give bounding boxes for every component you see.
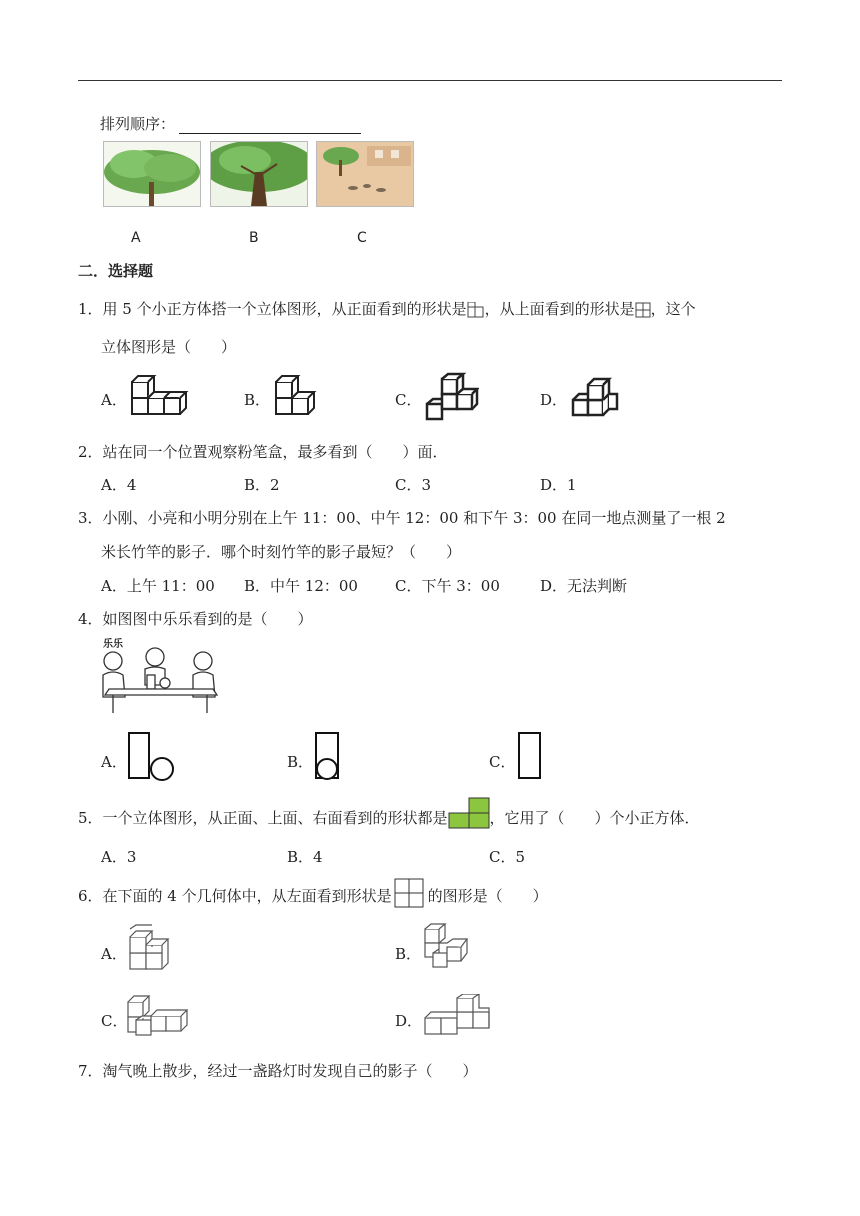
question-1-line-2: 立体图形是（ ） [101,338,237,356]
picture-a-caption: A [131,230,141,246]
q1-option-c[interactable] [395,389,421,410]
q4-option-a[interactable] [101,751,127,772]
order-label: 排列顺序： [100,115,176,133]
q6-option-d[interactable] [395,1010,422,1031]
q5-option-a[interactable]: A．3 [101,848,137,866]
top-view-icon [635,302,651,318]
q5-option-b[interactable]: B．4 [287,848,323,866]
picture-c [316,141,414,207]
q3-option-c[interactable]: C．下午 3：00 [395,577,500,595]
q4-option-c[interactable] [489,751,515,772]
q1-option-c-cubes [423,372,479,422]
q1-text-b: ，从上面看到的形状是 [484,300,635,318]
q1-option-b-label: B． [244,391,271,409]
q5-option-c[interactable]: C．5 [489,848,526,866]
children-around-table-illustration [97,645,223,715]
question-6-text [78,885,548,908]
question-3-line-1: 3．小刚、小亮和小明分别在上午 11：00、中午 12：00 和下午 3：00 在同一地点测量了一根 2 [78,509,726,527]
q6-option-b[interactable] [395,943,421,964]
picture-c-caption: C [357,230,367,246]
q4-option-b-label: B． [287,753,314,771]
question-5-text [78,807,700,829]
q4-option-b-shape [313,731,343,781]
q6-text-b: 的图形是（ ） [427,887,548,905]
q2-option-c[interactable]: C．3 [395,476,432,494]
question-3-line-2: 米长竹竿的影子．哪个时刻竹竿的影子最短？（ ） [101,543,462,561]
q3-option-a[interactable]: A．上午 11：00 [101,577,215,595]
order-line [100,113,361,134]
q6-option-b-label: B． [395,945,422,963]
question-2-text: 2．站在同一个位置观察粉笔盒，最多看到（ ）面． [78,443,448,461]
q1-option-a-label: A． [101,391,127,409]
q4-option-a-label: A． [101,753,127,771]
q1-option-b[interactable] [244,389,270,410]
q2-option-d[interactable]: D．1 [540,476,577,494]
q4-option-c-shape [516,731,544,781]
q4-option-a-shape [126,731,178,781]
q3-option-b[interactable]: B．中午 12：00 [244,577,358,595]
q2-option-b[interactable]: B．2 [244,476,280,494]
q1-text-a: 1．用 5 个小正方体搭一个立体图形，从正面看到的形状是 [78,300,467,318]
q1-option-d-label: D． [540,391,568,409]
q3-option-d[interactable]: D．无法判断 [540,577,628,595]
q1-option-c-label: C． [395,391,422,409]
q1-option-a[interactable] [101,389,127,410]
q6-grid-shape-icon [394,878,424,908]
q1-text-c: ，这个 [650,300,696,318]
section-title: 二．选择题 [78,262,154,280]
q6-text-a: 6．在下面的 4 个几何体中，从左面看到形状是 [78,887,392,905]
front-view-icon [467,302,485,318]
picture-a [103,141,201,207]
q2-option-a[interactable]: A．4 [101,476,137,494]
q6-option-b-cubes [421,921,469,973]
q1-option-d-cubes [569,374,621,420]
q1-option-a-cubes [128,374,190,418]
q6-option-a-label: A． [101,945,127,963]
q1-option-d[interactable] [540,389,567,410]
q1-option-b-cubes [272,374,322,418]
tree-far-image [317,142,413,206]
q6-option-a[interactable] [101,943,127,964]
tree-closer-image [211,142,307,206]
q6-option-c-cubes [124,990,188,1040]
q5-text-a: 5．一个立体图形，从正面、上面、右面看到的形状都是 [78,809,448,827]
question-4-text: 4．如图图中乐乐看到的是（ ） [78,610,313,628]
q4-figure-label: 乐乐 [103,639,123,650]
header-rule [78,80,782,81]
q4-option-c-label: C． [489,753,516,771]
picture-b [210,141,308,207]
q5-green-shape-icon [448,797,490,829]
q5-text-b: ，它用了（ ）个小正方体． [489,809,700,827]
q6-option-d-label: D． [395,1012,423,1030]
question-1-line-1 [78,298,696,319]
tree-close-image [104,142,200,206]
q4-figure [97,635,223,715]
order-answer-blank[interactable] [179,117,361,134]
q6-option-a-cubes [126,923,172,973]
q4-option-b[interactable] [287,751,313,772]
q6-option-c-label: C． [101,1012,128,1030]
q6-option-d-cubes [421,994,493,1038]
picture-b-caption: B [249,230,259,246]
question-7-text: 7．淘气晚上散步，经过一盏路灯时发现自己的影子（ ） [78,1062,478,1080]
